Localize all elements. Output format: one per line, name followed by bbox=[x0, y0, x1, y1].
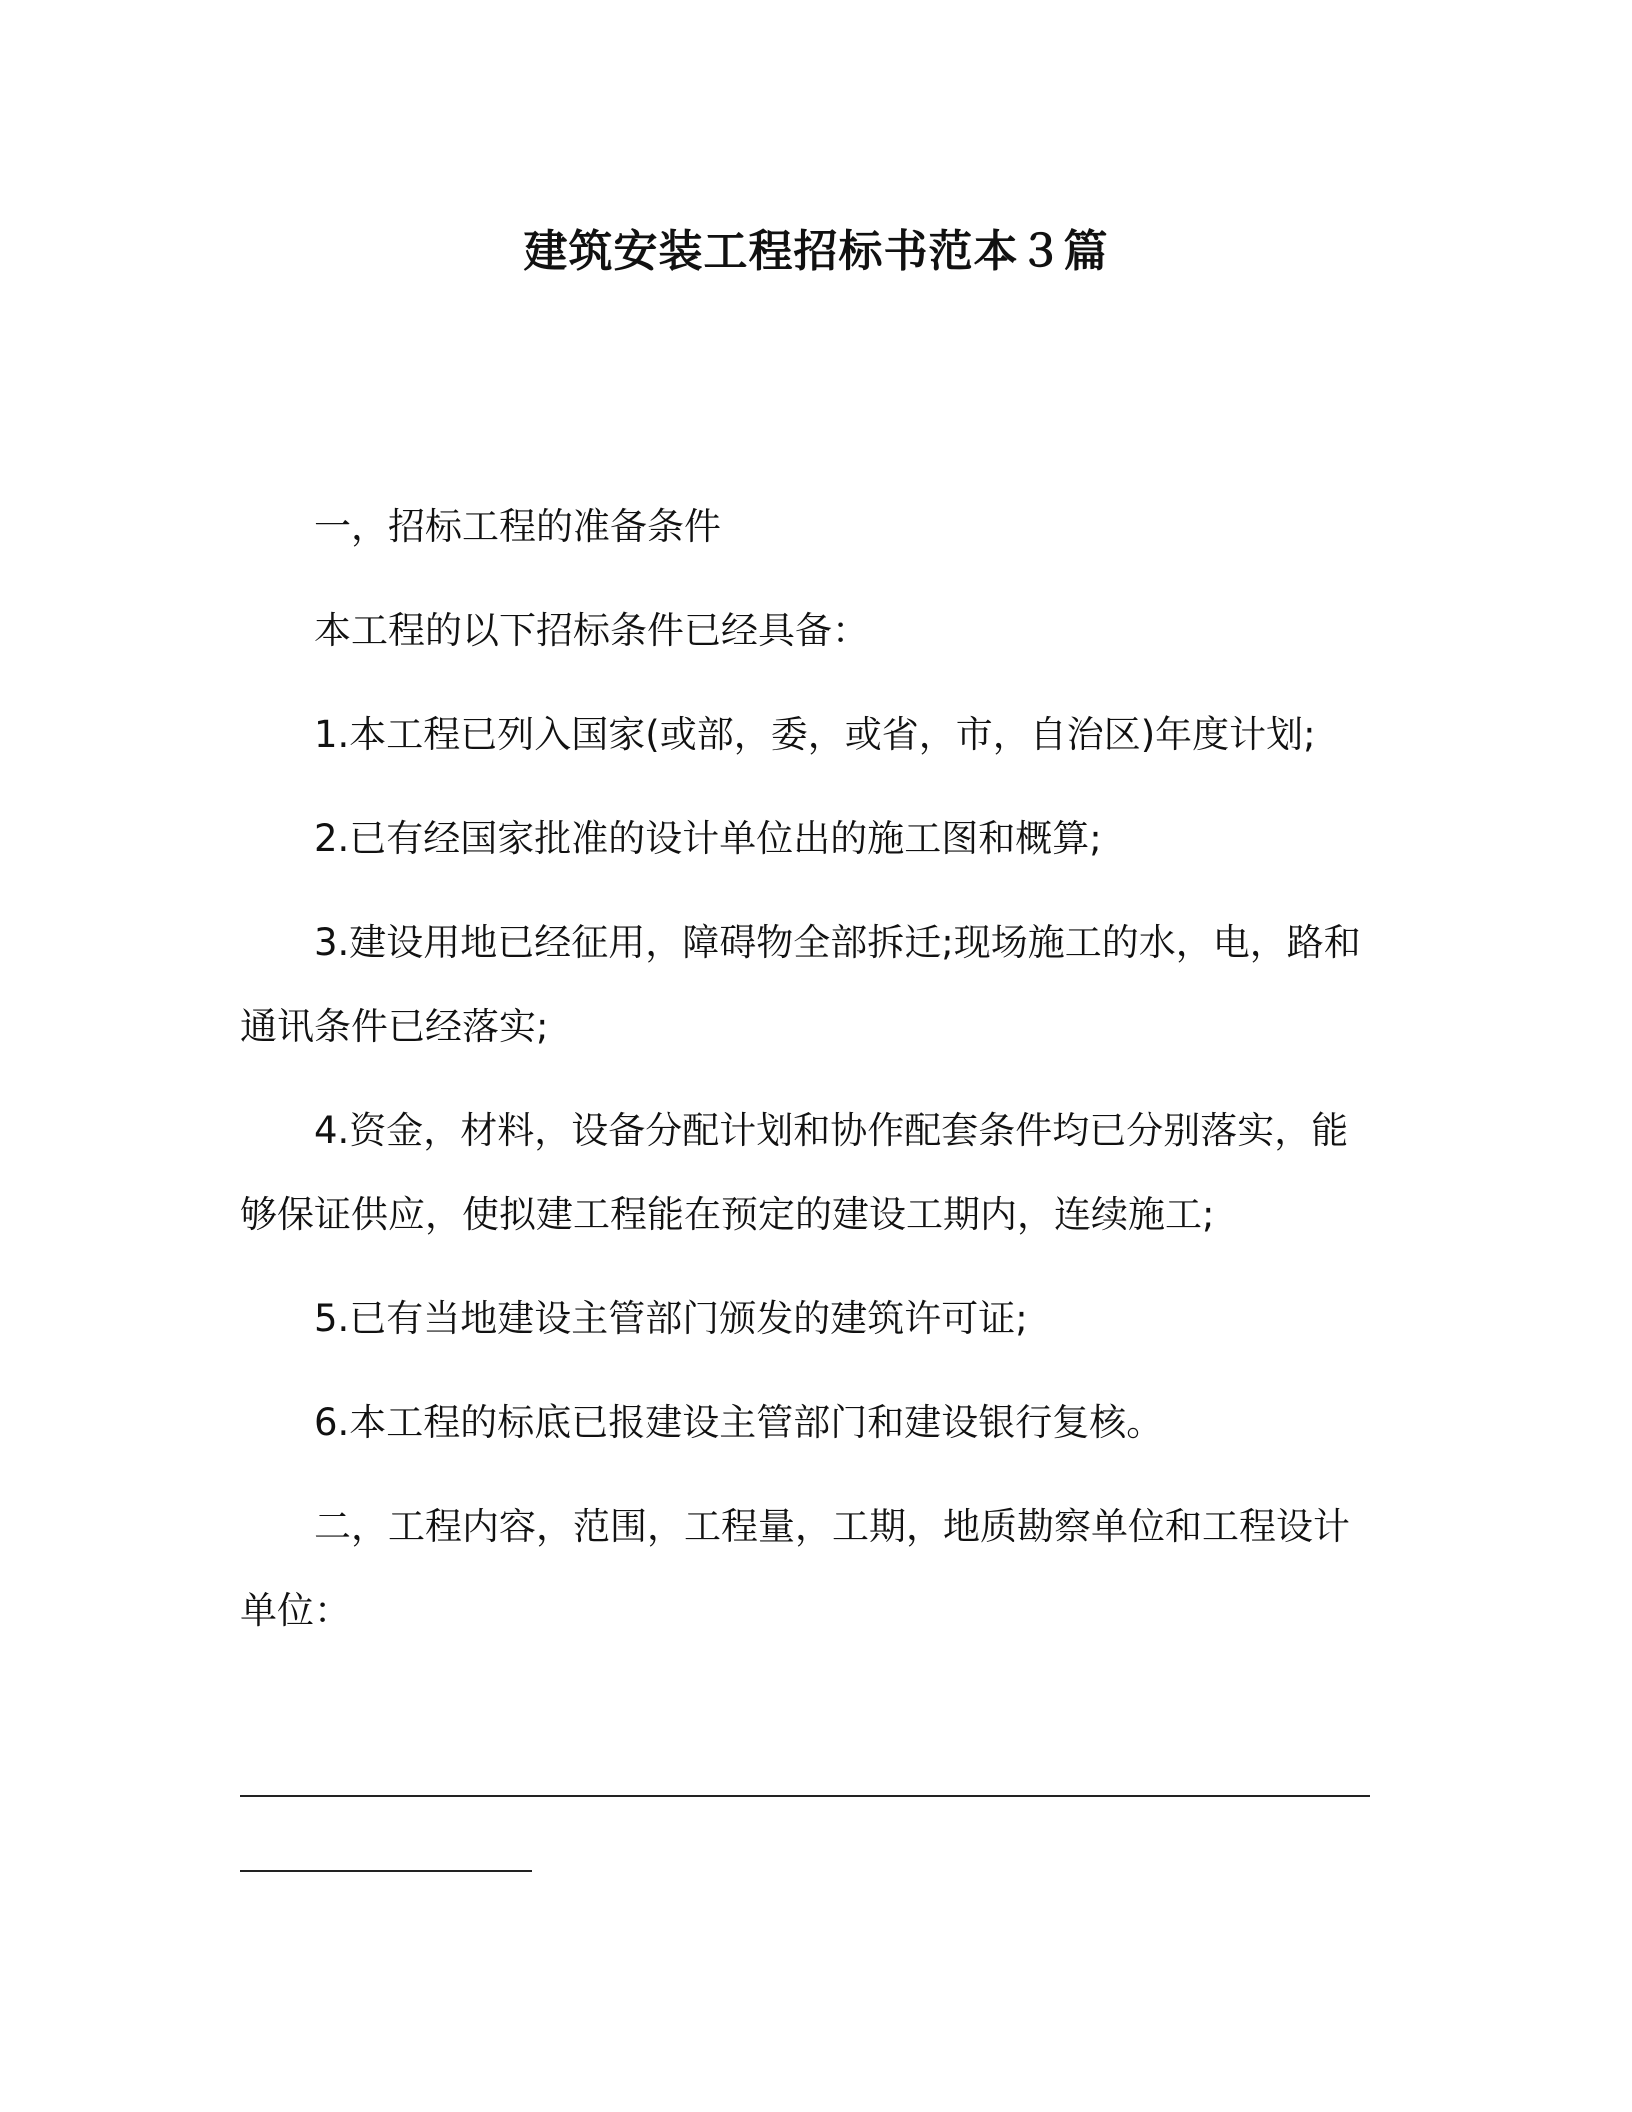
document-body bbox=[240, 485, 1370, 1673]
fill-in-blank-line-2 bbox=[240, 1870, 532, 1872]
fill-in-blank-line-1 bbox=[240, 1795, 1370, 1797]
list-item-5: 5.已有当地建设主管部门颁发的建筑许可证; bbox=[314, 1297, 1028, 1340]
list-item-1: 1.本工程已列入国家(或部，委，或省，市，自治区)年度计划; bbox=[314, 713, 1316, 756]
section-heading-1: 一，招标工程的准备条件 bbox=[314, 505, 721, 548]
list-item-4: 4.资金，材料，设备分配计划和协作配套条件均已分别落实，能够保证供应，使拟建工程能在预定的建设工期内，连续施工; bbox=[240, 1109, 1349, 1236]
paragraph-intro: 本工程的以下招标条件已经具备： bbox=[314, 609, 869, 652]
list-item-2: 2.已有经国家批准的设计单位出的施工图和概算; bbox=[314, 817, 1102, 860]
list-item-3: 3.建设用地已经征用，障碍物全部拆迁;现场施工的水，电，路和通讯条件已经落实; bbox=[240, 921, 1361, 1048]
list-item-6: 6.本工程的标底已报建设主管部门和建设银行复核。 bbox=[314, 1401, 1164, 1444]
document-title: 建筑安装工程招标书范本３篇 bbox=[523, 226, 1109, 277]
section-heading-2: 二，工程内容，范围，工程量，工期，地质勘察单位和工程设计单位： bbox=[240, 1505, 1350, 1632]
